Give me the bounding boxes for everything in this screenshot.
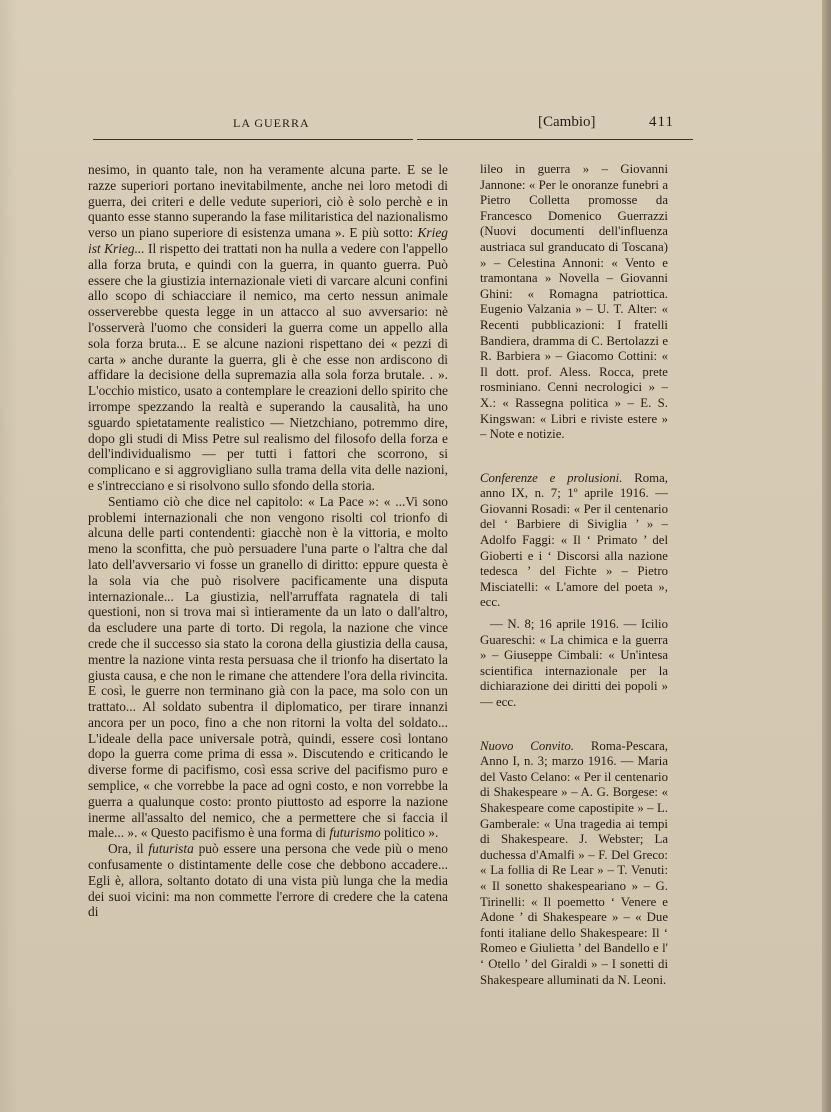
page-header (93, 112, 693, 136)
paragraph (88, 841, 448, 920)
page-number: 411 (649, 114, 674, 130)
paragraph-text: nesimo, in quanto tale, non ha veramente alcuna parte. E se le razze superiori portano inevitabilmente, anche nei loro metodi di guerra, dei criteri e delle vedute superiori, ciò è solo perchè e in quanto esse stanno superando la fase militaristica del nazionalismo verso un piano superiore di esistenza umana ». E più sotto: (88, 162, 448, 241)
section-label: [Cambio] (538, 114, 596, 130)
entry-text: lileo in guerra » – Giovanni Jannone: « Per le onoranze funebri a Pietro Colletta promosse da Francesco Domenico Guerrazzi (Nuovi documenti dell'influenza austriaca sul granducato di Toscana) » – Celestina Annoni: « Vento e tramontana » Novella – Giovanni Ghini: « Romagna patriottica. Eugenio Valzania » – U. T. Alter: « Recenti pubblicazioni: I fratelli Bandiera, dramma di C. Bertolazzi e R. Barbiera » – Giacomo Cottini: « Il dott. prof. Aless. Rocca, prete rosminiano. Cenni necrologici » – X.: « Rassegna politica » – E. S. Kingswan: « Libri e riviste estere » – Note e notizie. (480, 162, 668, 442)
entry-text: Roma-Pescara, Anno I, n. 3; marzo 1916. — Maria del Vasto Celano: « Per il centenario di Shakespeare » – A. G. Borgese: « Shakespeare come capostipite » – L. Gamberale: « Una tragedia ai tempi di Shakespeare. J. Webster; La duchessa d'Amalfi » – F. Del Greco: « La follia di Re Lear » – T. Venuti: « Il sonetto shakespeariano » – G. Tirinelli: « Il poemetto ‘ Venere e Adone ’ di Shakespeare » – « Due fonti italiane dello Shakespeare: Il ‘ Romeo e Giulietta ’ del Bandello e l' ‘ Otello ’ del Giraldi » – I sonetti di Shakespeare alluminati da N. Leoni. (480, 738, 668, 987)
entry-text: — N. 8; 16 aprile 1916. — Icilio Guareschi: « La chimica e la guerra » – Giuseppe Cimbali: « Un'intesa scientifica internazionale per la dichiarazione dei diritti dei popoli » — ecc. (480, 617, 668, 709)
paragraph (88, 162, 448, 494)
review-entry (480, 471, 668, 611)
right-column (480, 162, 668, 988)
italic-phrase: futurismo (329, 825, 381, 841)
left-column (88, 162, 448, 920)
review-entry (480, 162, 668, 443)
header-rule-right (417, 139, 693, 140)
journal-title: Nuovo Convito. (480, 738, 575, 753)
paragraph-text-rest: Il rispetto dei trattati non ha nulla a vedere con l'appello alla forza bruta, e quindi con la guerra, in quanto guerra. Può essere che la giustizia internazionale vieti di varcare alcuni confini allo scopo di schiacciare il nemico, ma certo nessun animale osserverebbe questa legge in un attacco al suo avversario: nè l'osserverà l'uomo che consideri la guerra come un appello alla sola forza bruta... E se alcune nazioni rispettano dei « pezzi di carta » anche durante la guerra, gli è che esse non ardiscono di affidare la decisione della supremazia alla sola forza brutale. . ». L'occhio mistico, usato a contemplare le creazioni dello spirito che irrompe spezzando la realtà e superando la causalità, ha uno sguardo spietatamente realistico — Nietzchiano, potremmo dire, dopo gli studi di Miss Petre sul realismo del filosofo della forza e dell'individualismo — per tutti i fattori che scorrono, si complicano e si aggrovigliano sulla trama della vita delle nazioni, e s'intrecciano e si risolvono sullo sfondo della storia. (88, 240, 448, 493)
review-entry (480, 739, 668, 989)
review-entry (480, 617, 668, 711)
paragraph-text-rest: può essere una persona che vede più o meno confusamente o distintamente delle cose che debbono accadere... Egli è, allora, soltanto dotato di una vista più lunga che la media dei suoi vicini: ma non commette l'errore di credere che la catena di (88, 841, 448, 920)
journal-title: Conferenze e prolusioni. (480, 470, 623, 485)
paragraph-text-rest: politico ». (380, 825, 439, 841)
running-title: LA GUERRA (233, 116, 310, 130)
italic-phrase: futurista (148, 841, 194, 857)
italic-phrase: Krieg ist Krieg... (88, 225, 448, 256)
paragraph-text: Ora, il (108, 841, 144, 857)
entry-text: Roma, anno IX, n. 7; 1º aprile 1916. — Giovanni Rosadi: « Per il centenario del ‘ Barbiere di Siviglia ’ » – Adolfo Faggi: « Il ‘ Primato ’ del Gioberti e i ‘ Discorsi alla nazione tedesca ’ del Fichte » – Pietro Misciatelli: « L'amore del poeta », ecc. (480, 470, 669, 610)
page-edge (822, 0, 831, 1112)
paragraph (88, 494, 448, 842)
paragraph-text: Sentiamo ciò che dice nel capitolo: « La Pace »: « ...Vi sono problemi internazionali che non vengono risolti col trionfo di alcuna delle parti contendenti: giacchè non è la vittoria, e molto meno la sconfitta, che può persuadere l'una parte o l'altra che dal lato dell'avversario vi fosse un granello di diritto: eppure questa è la sola via che può risolvere pacificamente una disputa internazionale... La giustizia, nell'arruffata ragnatela di tali questioni, non si trova mai sì intieramente da un lato o dall'altro, da escludere una parte di torto. Di regola, la nazione che vince crede che il successo sia stato la corona della giustizia della causa, mentre la nazione vinta resta persuasa che il trionfo ha disertato la giusta causa, e che non le rimane che attendere l'ora della rivincita. E così, le guerre non terminano già con la pace, ma solo con un trattato... Al soldato subentra il diplomatico, per tirare innanzi ancora per un poco, fino a che non ritorni la volta del soldato... L'ideale della pace universale potrà, quindi, essere così lontano dopo la guerra come prima di essa ». Discutendo e criticando le diverse forme di pacifismo, così essa scrive del pacifismo puro e semplice, « che vorrebbe la pace ad ogni costo, e non vorrebbe la guerra a qualunque costo: pronto piuttosto ad esporre la nazione inerme all'assalto del nemico, che a permettere che si faccia il male... ». « Questo pacifismo è una forma di (88, 493, 448, 841)
header-rule-left (93, 139, 413, 140)
